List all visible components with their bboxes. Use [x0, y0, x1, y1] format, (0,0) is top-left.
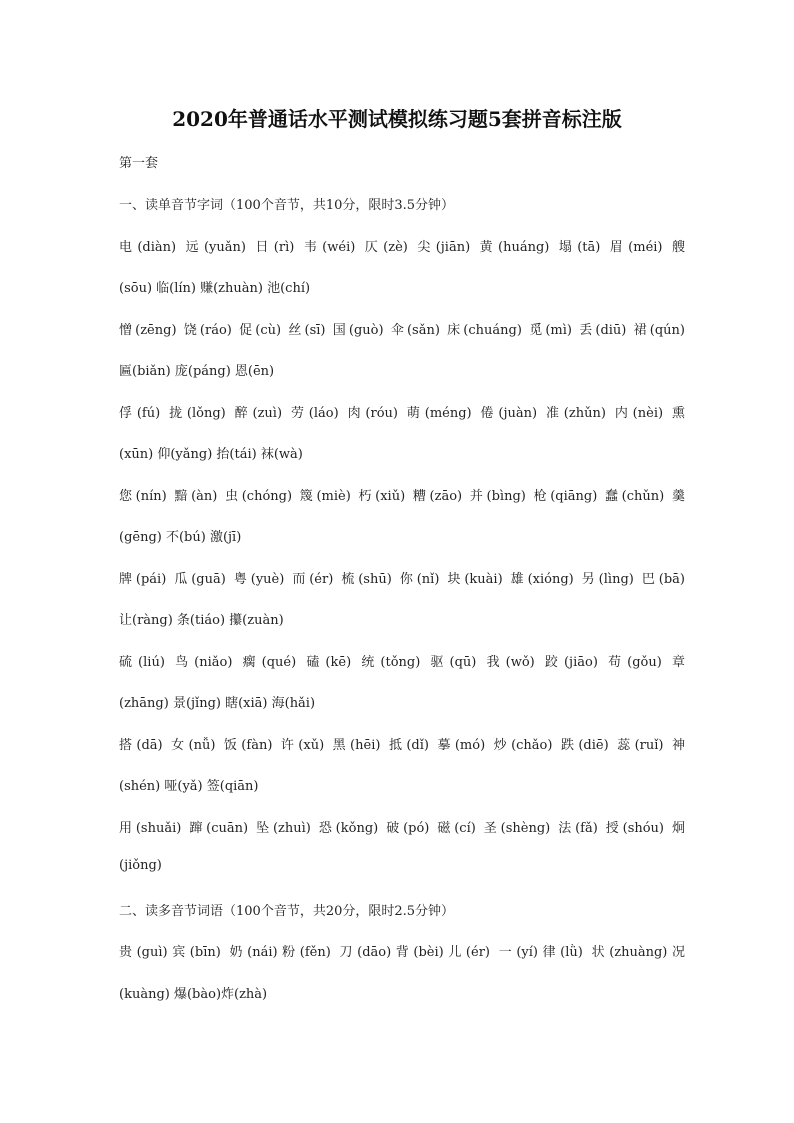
- text-line: (jiǒng): [119, 858, 162, 873]
- text-line: 匾(biǎn) 庞(páng) 恩(ēn): [119, 364, 275, 379]
- text-line: 牌(pái) 瓜(guā) 粤(yuè) 而(ér) 梳(shū) 你(nǐ) 块(kuài) 雄(xióng) 另(lìng) 巴(bā): [119, 572, 685, 587]
- text-line: 憎(zēng) 饶(ráo) 促(cù) 丝(sī) 国(guò) 伞(sǎn) 床(chuáng) 觅(mì) 丢(diū) 裙(qún): [119, 323, 685, 338]
- text-line: (sōu) 临(lín) 赚(zhuàn) 池(chí): [119, 281, 311, 296]
- text-line: 用(shuǎi) 蹿(cuān) 坠(zhuì) 恐(kǒng) 破(pó) 磁(cí) 圣(shèng) 法(fǎ) 授(shóu) 炯: [119, 821, 685, 836]
- text-line: (shén) 哑(yǎ) 签(qiān): [119, 779, 259, 794]
- text-line: (kuàng) 爆(bào)炸(zhà): [119, 987, 268, 1002]
- text-line: 搭(dā) 女(nǚ) 饭(fàn) 许(xǔ) 黑(hēi) 抵(dǐ) 摹(mó) 炒(chǎo) 跌(diē) 蕊(ruǐ) 神: [119, 738, 685, 753]
- set-label: 第一套: [119, 156, 159, 171]
- text-line: 硫(liú) 鸟(niǎo) 瘸(qué) 磕(kē) 统(tǒng) 驱(qū) 我(wǒ) 跤(jiāo) 苟(gǒu) 章: [119, 655, 685, 670]
- section1-heading: 一、读单音节字词（100个音节，共10分，限时3.5分钟）: [119, 198, 455, 213]
- text-line: 电(diàn) 远(yuǎn) 日(rì) 韦(wéi) 仄(zè) 尖(jiān) 黄(huáng) 塌(tā) 眉(méi) 艘: [119, 240, 685, 255]
- section2-heading: 二、读多音节词语（100个音节，共20分，限时2.5分钟）: [119, 904, 455, 919]
- text-line: 您(nín) 黯(àn) 虫(chóng) 篾(miè) 朽(xiǔ) 糟(zāo) 并(bìng) 枪(qiāng) 蠢(chǔn) 羹: [119, 489, 685, 504]
- text-line: 让(ràng) 条(tiáo) 攥(zuàn): [119, 613, 284, 628]
- text-line: (gēng) 不(bú) 激(jī): [119, 530, 242, 545]
- document-title: 2020年普通话水平测试模拟练习题5套拼音标注版: [172, 107, 622, 131]
- text-line: 贵(guì)宾(bīn) 奶(nái)粉(fěn) 刀(dāo)背(bèi)儿(ér) 一(yí)律(lǜ) 状(zhuàng)况: [119, 945, 685, 960]
- text-line: (zhāng) 景(jǐng) 瞎(xiā) 海(hǎi): [119, 696, 316, 711]
- text-line: 俘(fú) 拢(lǒng) 醉(zuì) 劳(láo) 肉(róu) 萌(méng) 倦(juàn) 准(zhǔn) 内(nèi) 熏: [119, 406, 685, 421]
- text-line: (xūn) 仰(yǎng) 抬(tái) 袜(wà): [119, 447, 303, 462]
